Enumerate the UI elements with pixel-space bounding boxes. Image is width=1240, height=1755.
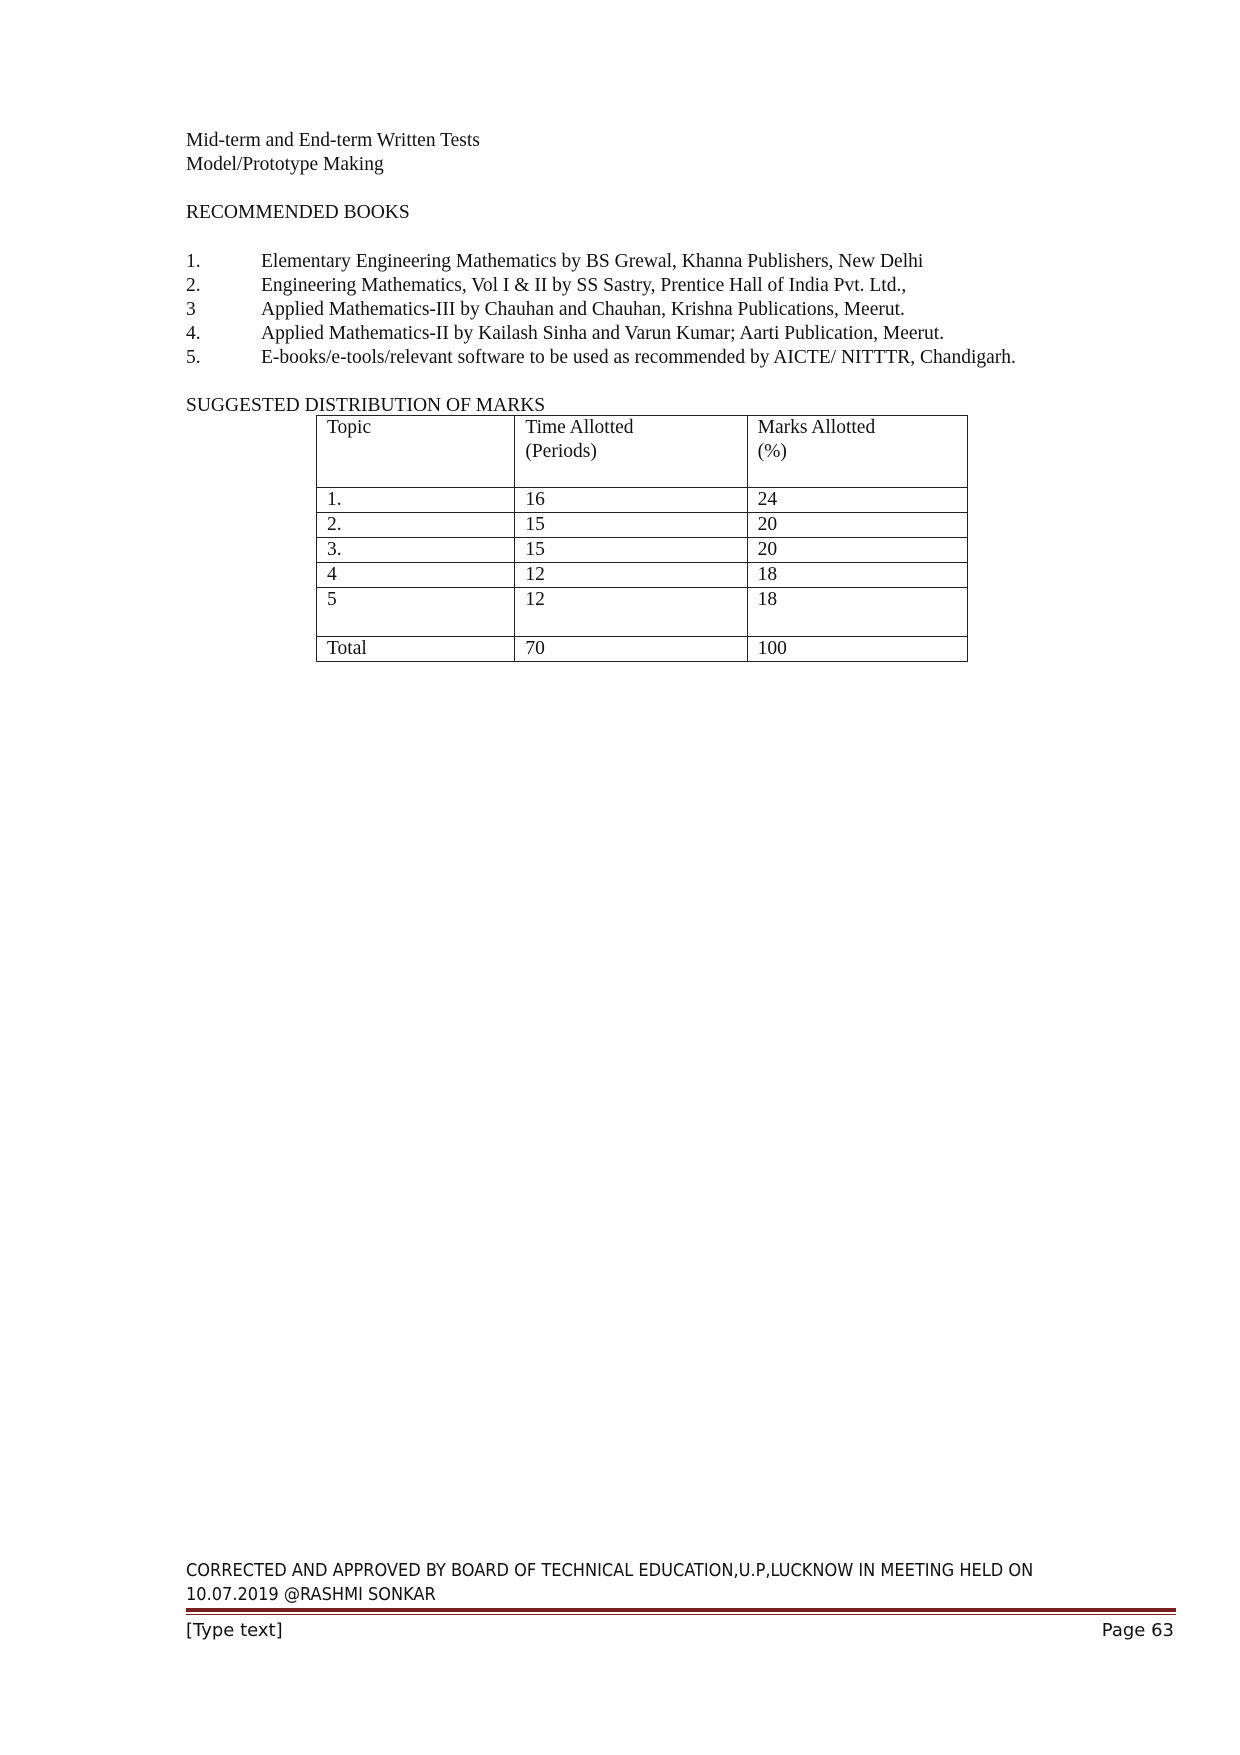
table-total-row — [317, 637, 968, 662]
book-item-text: Engineering Mathematics, Vol I & II by SS Sastry, Prentice Hall of India Pvt. Ltd., — [261, 275, 907, 296]
book-item-text: Elementary Engineering Mathematics by BS Grewal, Khanna Publishers, New Delhi — [261, 251, 924, 272]
table-row — [317, 563, 968, 588]
cell-marks: 100 — [747, 637, 967, 662]
cell-topic: 2. — [317, 513, 515, 538]
book-item — [186, 274, 906, 298]
header-marks-allotted: Marks Allotted (%) — [747, 416, 967, 488]
cell-marks: 18 — [747, 563, 967, 588]
page-number: Page 63 — [1101, 1620, 1174, 1641]
cell-time: 15 — [515, 513, 747, 538]
book-item — [186, 346, 1016, 370]
cell-time: 70 — [515, 637, 747, 662]
book-item-number: 5. — [186, 347, 201, 368]
cell-time: 12 — [515, 563, 747, 588]
marks-distribution-table — [316, 415, 968, 662]
cell-marks: 20 — [747, 538, 967, 563]
cell-marks: 20 — [747, 513, 967, 538]
header-topic: Topic — [317, 416, 515, 488]
table-row — [317, 513, 968, 538]
assessment-line-2: Model/Prototype Making — [186, 154, 384, 175]
footer-rule-thin — [186, 1614, 1176, 1615]
cell-time: 12 — [515, 588, 747, 637]
cell-topic: 3. — [317, 538, 515, 563]
cell-marks: 18 — [747, 588, 967, 637]
distribution-heading: SUGGESTED DISTRIBUTION OF MARKS — [186, 395, 546, 416]
cell-time: 15 — [515, 538, 747, 563]
recommended-books-heading: RECOMMENDED BOOKS — [186, 202, 410, 223]
book-item-number: 4. — [186, 323, 201, 344]
footer-type-text: [Type text] — [186, 1620, 283, 1641]
cell-marks: 24 — [747, 488, 967, 513]
book-item-text: Applied Mathematics-II by Kailash Sinha and Varun Kumar; Aarti Publication, Meerut. — [261, 323, 945, 344]
book-item-text: E-books/e-tools/relevant software to be used as recommended by AICTE/ NITTTR, Chandigarh. — [261, 347, 1016, 368]
book-item-number: 1. — [186, 251, 201, 272]
table-row — [317, 488, 968, 513]
approval-note — [186, 1559, 1033, 1607]
cell-topic: Total — [317, 637, 515, 662]
cell-topic: 5 — [317, 588, 515, 637]
approval-note-line-1: CORRECTED AND APPROVED BY BOARD OF TECHNICAL EDUCATION,U.P,LUCKNOW IN MEETING HELD ON — [186, 1560, 1034, 1581]
table-row — [317, 588, 968, 637]
book-item-number: 2. — [186, 275, 201, 296]
cell-topic: 4 — [317, 563, 515, 588]
book-item — [186, 298, 905, 322]
header-time-allotted: Time Allotted (Periods) — [515, 416, 747, 488]
book-item-number: 3 — [186, 299, 196, 320]
cell-topic: 1. — [317, 488, 515, 513]
footer-rule-thick — [186, 1608, 1176, 1612]
table-row — [317, 538, 968, 563]
book-item — [186, 322, 944, 346]
table-header-row — [317, 416, 968, 488]
book-item-text: Applied Mathematics-III by Chauhan and Chauhan, Krishna Publications, Meerut. — [261, 299, 905, 320]
book-item — [186, 250, 923, 274]
approval-note-line-2: 10.07.2019 @RASHMI SONKAR — [186, 1584, 436, 1605]
cell-time: 16 — [515, 488, 747, 513]
assessment-line-1: Mid-term and End-term Written Tests — [186, 130, 480, 151]
